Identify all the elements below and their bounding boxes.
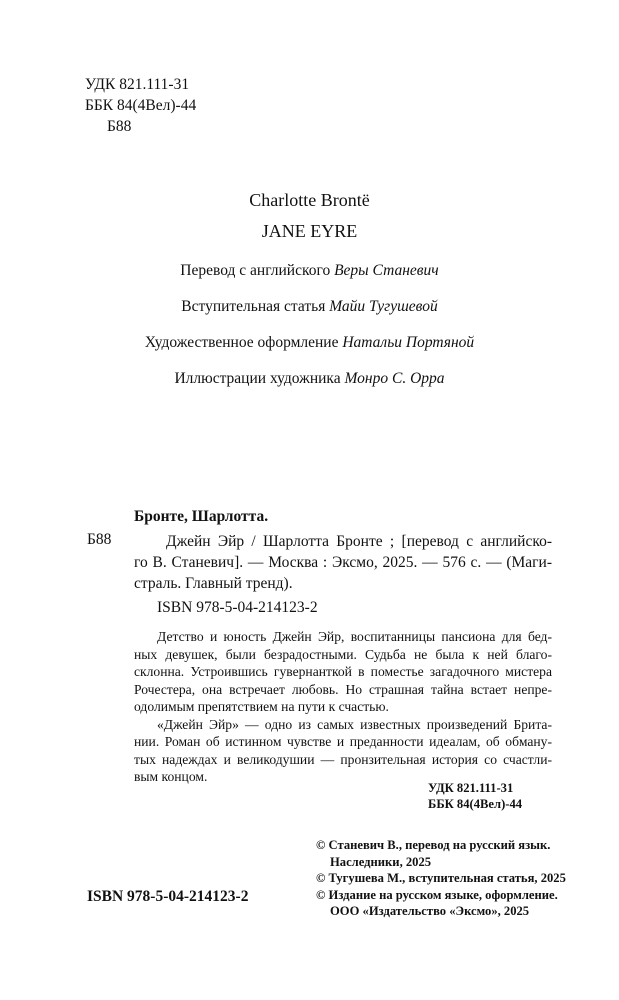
copyright-line: © Издание на русском языке, оформление. [316, 887, 558, 902]
copyright-line: Наследники, 2025 [330, 854, 432, 869]
author-mark: Б88 [107, 118, 132, 135]
bib-line: Джейн Эйр / Шарлотта Бронте ; [перевод с английско- [166, 533, 552, 550]
bib-author-mark: Б88 [87, 531, 112, 548]
bib-author-heading: Бронте, Шарлотта. [134, 508, 269, 525]
credit-person: Майи Тугушевой [329, 298, 438, 315]
credit-person: Натальи Портяной [342, 334, 475, 351]
credit-introduction [0, 298, 619, 316]
udk-code: УДК 821.111-31 [428, 781, 514, 795]
annotation-line: вым концом. [134, 769, 208, 784]
credit-label: Иллюстрации художника [174, 370, 345, 387]
annotation-line: тых надеждах и великодушии — пронзительная история со счастли- [134, 751, 552, 767]
credit-label: Перевод с английского [180, 262, 335, 279]
original-author: Charlotte Brontë [249, 190, 370, 210]
credit-illustrations [0, 370, 619, 388]
annotation-line: ных девушек, были безрадостными. Судьба не была к ней благо- [134, 646, 552, 662]
annotation-line: нии. Роман об истинном чувстве и преданности идеалам, об обману- [134, 734, 552, 749]
credit-person: Веры Станевич [334, 262, 439, 279]
bib-isbn: ISBN 978-5-04-214123-2 [157, 599, 318, 616]
credit-label: Художественное оформление [144, 334, 343, 351]
copyright-notices [316, 837, 566, 920]
udk-code: УДК 821.111-31 [85, 76, 190, 93]
copyright-line: © Станевич В., перевод на русский язык. [316, 838, 551, 852]
annotation [134, 628, 552, 786]
bbk-code: ББК 84(4Вел)-44 [85, 97, 197, 114]
isbn-bottom: ISBN 978-5-04-214123-2 [87, 888, 249, 905]
bib-description [134, 531, 552, 594]
credit-label: Вступительная статья [181, 298, 330, 315]
copyright-line: © Тугушева М., вступительная статья, 2025 [316, 871, 566, 885]
credit-design [0, 334, 619, 352]
annotation-line: склонна. Устроившись гувернанткой в поместье загадочного мистера [134, 664, 552, 679]
original-title: JANE EYRE [261, 221, 358, 241]
annotation-line: одолимым препятствием на пути к счастью. [134, 699, 389, 714]
copyright-line: ООО «Издательство «Эксмо», 2025 [330, 904, 530, 918]
annotation-line: Детство и юность Джейн Эйр, воспитанницы пансиона для бед- [157, 629, 552, 644]
credit-translation [0, 262, 619, 280]
bbk-code: ББК 84(4Вел)-44 [428, 797, 523, 811]
annotation-line: «Джейн Эйр» — одно из самых известных произведений Брита- [157, 716, 552, 732]
classification-codes [85, 74, 196, 137]
annotation-line: Рочестера, она встречает любовь. Но страшная тайна встает непре- [134, 681, 552, 697]
bib-line: страль. Главный тренд). [134, 575, 293, 592]
credit-person: Монро С. Орра [344, 370, 445, 387]
bib-line: го В. Станевич]. — Москва : Эксмо, 2025. — 576 с. — (Маги- [134, 554, 552, 571]
classification-codes-repeat [428, 780, 522, 812]
